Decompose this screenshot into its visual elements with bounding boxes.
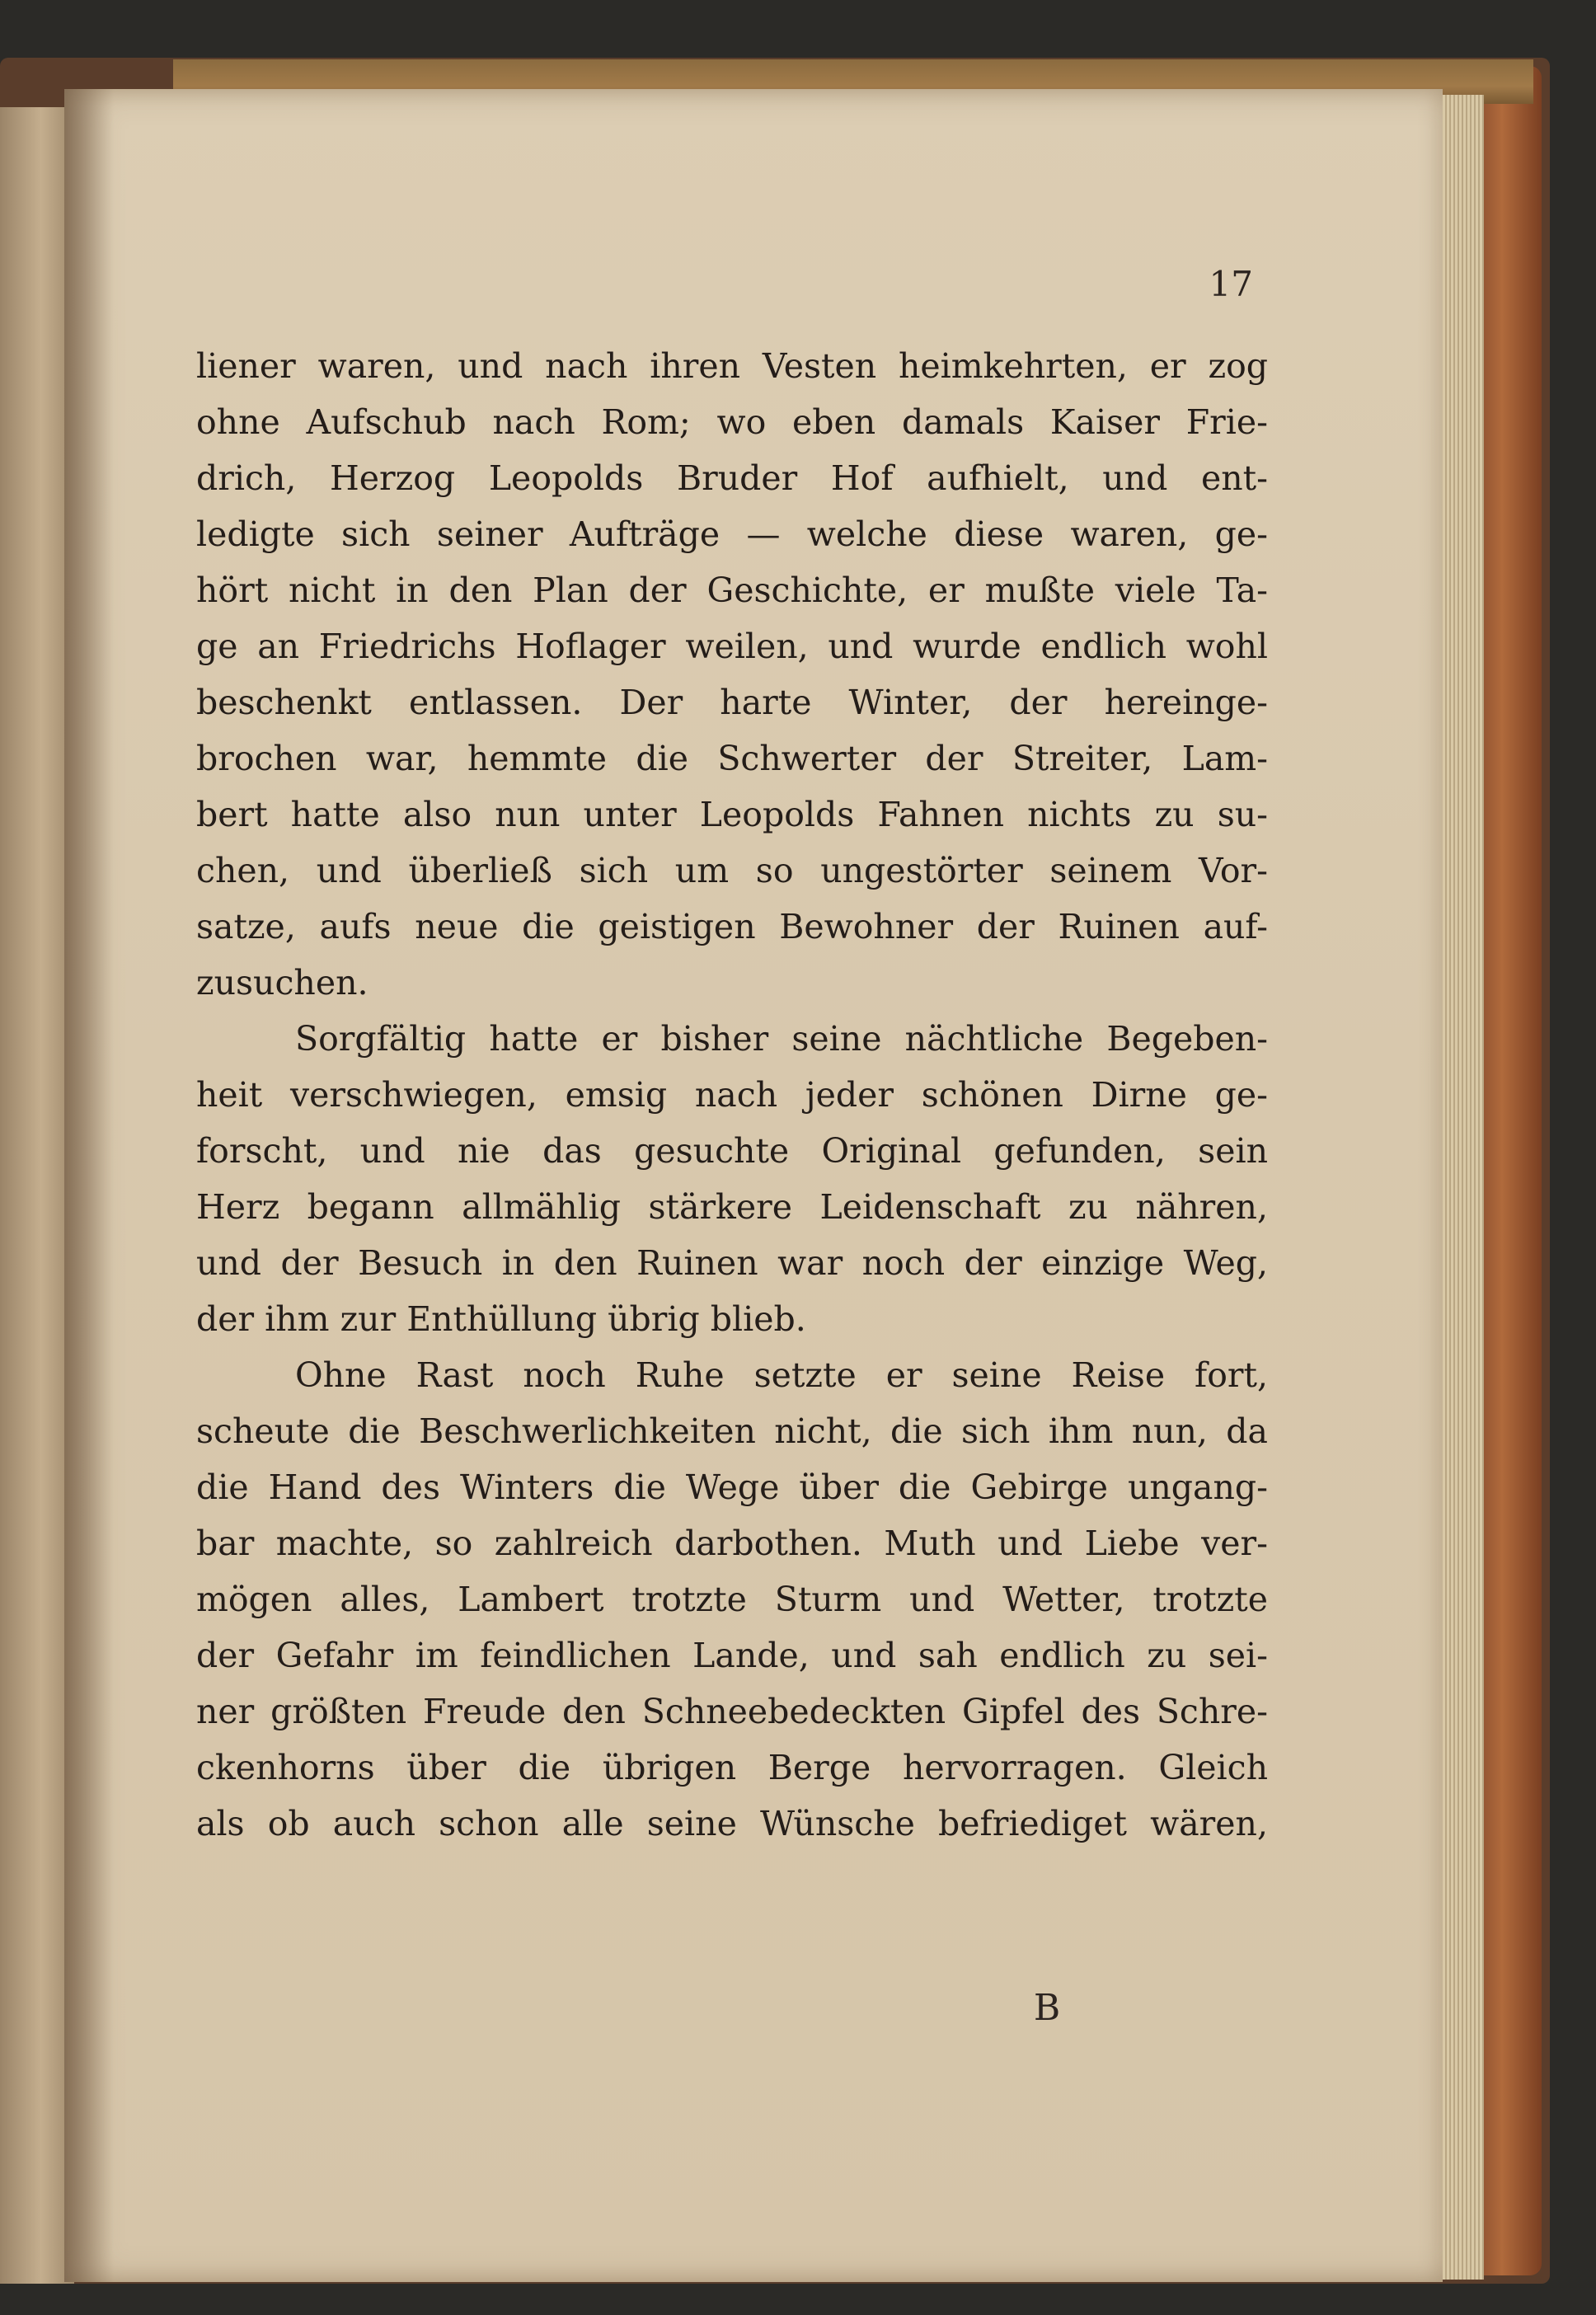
text-line: chen, und überließ sich um so ungestörter seinem Vor- <box>196 851 1268 890</box>
gutter-shadow <box>64 89 114 2282</box>
text-line: ner größten Freude den Schneebedeckten Gipfel des Schre- <box>196 1692 1268 1731</box>
facing-page-edge <box>0 107 74 2284</box>
text-line: beschenkt entlassen. Der harte Winter, der hereinge- <box>196 683 1268 722</box>
text-line: brochen war, hemmte die Schwerter der Streiter, Lam- <box>196 739 1268 778</box>
text-line: ge an Friedrichs Hoflager weilen, und wurde endlich wohl <box>196 627 1268 666</box>
text-line: Ohne Rast noch Ruhe setzte er seine Reise fort, <box>295 1355 1268 1395</box>
text-line: der Gefahr im feindlichen Lande, und sah endlich zu sei- <box>196 1636 1268 1675</box>
text-line: ohne Aufschub nach Rom; wo eben damals Kaiser Frie- <box>196 402 1268 442</box>
text-line: und der Besuch in den Ruinen war noch der einzige Weg, <box>196 1243 1268 1283</box>
text-line: zusuchen. <box>196 963 368 1003</box>
text-line: satze, aufs neue die geistigen Bewohner der Ruinen auf- <box>196 907 1268 946</box>
page-body <box>196 338 1268 1852</box>
text-line: liener waren, und nach ihren Vesten heimkehrten, er zog <box>196 346 1268 386</box>
text-line: heit verschwiegen, emsig nach jeder schönen Dirne ge- <box>196 1075 1268 1115</box>
text-line: drich, Herzog Leopolds Bruder Hof aufhielt, und ent- <box>196 458 1268 498</box>
text-line: ckenhorns über die übrigen Berge hervorragen. Gleich <box>196 1748 1268 1787</box>
text-line: ledigte sich seiner Aufträge — welche diese waren, ge- <box>196 514 1268 554</box>
book-cover-edge <box>1476 66 1542 2275</box>
text-line: Sorgfältig hatte er bisher seine nächtliche Begeben- <box>295 1019 1268 1059</box>
text-line: die Hand des Winters die Wege über die Gebirge ungang- <box>196 1467 1268 1507</box>
text-line: als ob auch schon alle seine Wünsche befriediget wären, <box>196 1804 1268 1843</box>
text-line: hört nicht in den Plan der Geschichte, er mußte viele Ta- <box>196 571 1268 610</box>
text-line: mögen alles, Lambert trotzte Sturm und Wetter, trotzte <box>196 1580 1268 1619</box>
page-number: 17 <box>1209 264 1253 304</box>
text-line: Herz begann allmählig stärkere Leidenschaft zu nähren, <box>196 1187 1268 1227</box>
text-line: scheute die Beschwerlichkeiten nicht, die sich ihm nun, da <box>196 1411 1268 1451</box>
text-line: bert hatte also nun unter Leopolds Fahnen nichts zu su- <box>196 795 1268 834</box>
signature-mark: B <box>1033 1987 1061 2029</box>
text-line: bar machte, so zahlreich darbothen. Muth und Liebe ver- <box>196 1524 1268 1563</box>
text-line: der ihm zur Enthüllung übrig blieb. <box>196 1299 806 1339</box>
text-line: forscht, und nie das gesuchte Original gefunden, sein <box>196 1131 1268 1171</box>
